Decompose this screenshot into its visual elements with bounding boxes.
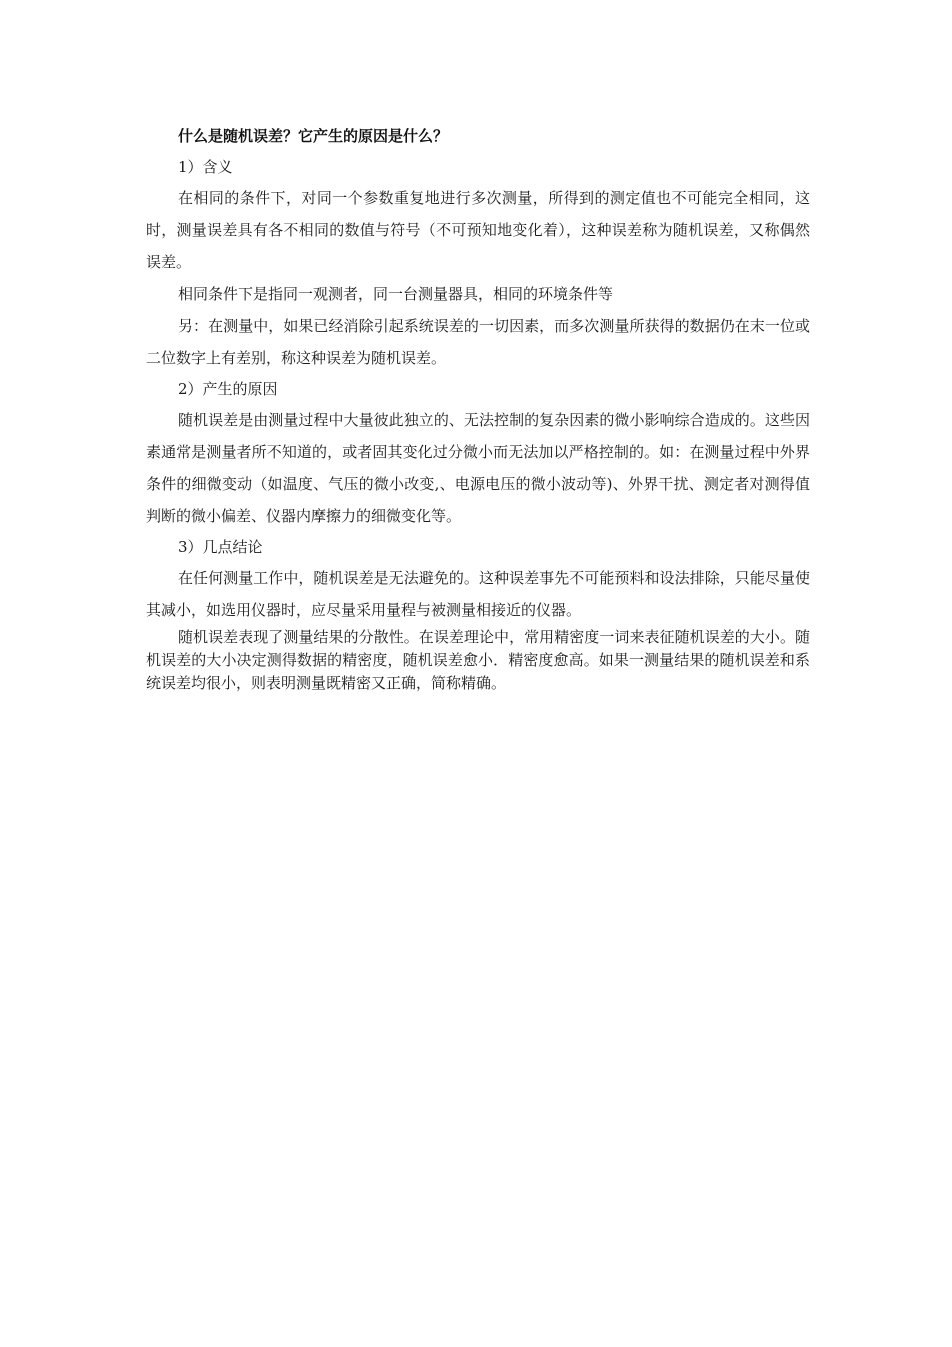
section-heading-causes: 2）产生的原因 (178, 380, 278, 398)
paragraph-conclusion-precision: 随机误差表现了测量结果的分散性。在误差理论中，常用精密度一词来表征随机误差的大小。随机误差的大小决定测得数据的精密度，随机误差愈小．精密度愈高。如果一测量结果的随机误差和系统误差均很小，则表明测量既精密又正确，简称精确。 (146, 628, 810, 692)
paragraph-conclusion-unavoidable: 在任何测量工作中，随机误差是无法避免的。这种误差事先不可能预料和设法排除，只能尽量使其减小，如选用仪器时，应尽量采用量程与被测量相接近的仪器。 (146, 569, 810, 619)
document-title: 什么是随机误差？它产生的原因是什么？ (178, 127, 449, 145)
paragraph-causes: 随机误差是由测量过程中大量彼此独立的、无法控制的复杂因素的微小影响综合造成的。这些因素通常是测量者所不知道的，或者固其变化过分微小而无法加以严格控制的。如：在测量过程中外界条件的细微变动（如温度、气压的微小改变,、电源电压的微小波动等)、外界干扰、测定者对测得值判断的微小偏差、仪器内摩擦力的细微变化等。 (146, 411, 810, 525)
section-heading-meaning: 1）含义 (178, 158, 233, 176)
paragraph-meaning-definition: 在相同的条件下，对同一个参数重复地进行多次测量，所得到的测定值也不可能完全相同，这时，测量误差具有各不相同的数值与符号（不可预知地变化着），这种误差称为随机误差，又称偶然误差。 (146, 189, 810, 271)
section-heading-conclusions: 3）几点结论 (178, 538, 263, 556)
paragraph-meaning-alternative: 另：在测量中，如果已经消除引起系统误差的一切因素，而多次测量所获得的数据仍在末一位或二位数字上有差别，称这种误差为随机误差。 (146, 317, 810, 367)
document-page (146, 122, 810, 695)
paragraph-meaning-same-conditions: 相同条件下是指同一观测者，同一台测量器具，相同的环境条件等 (178, 285, 614, 303)
